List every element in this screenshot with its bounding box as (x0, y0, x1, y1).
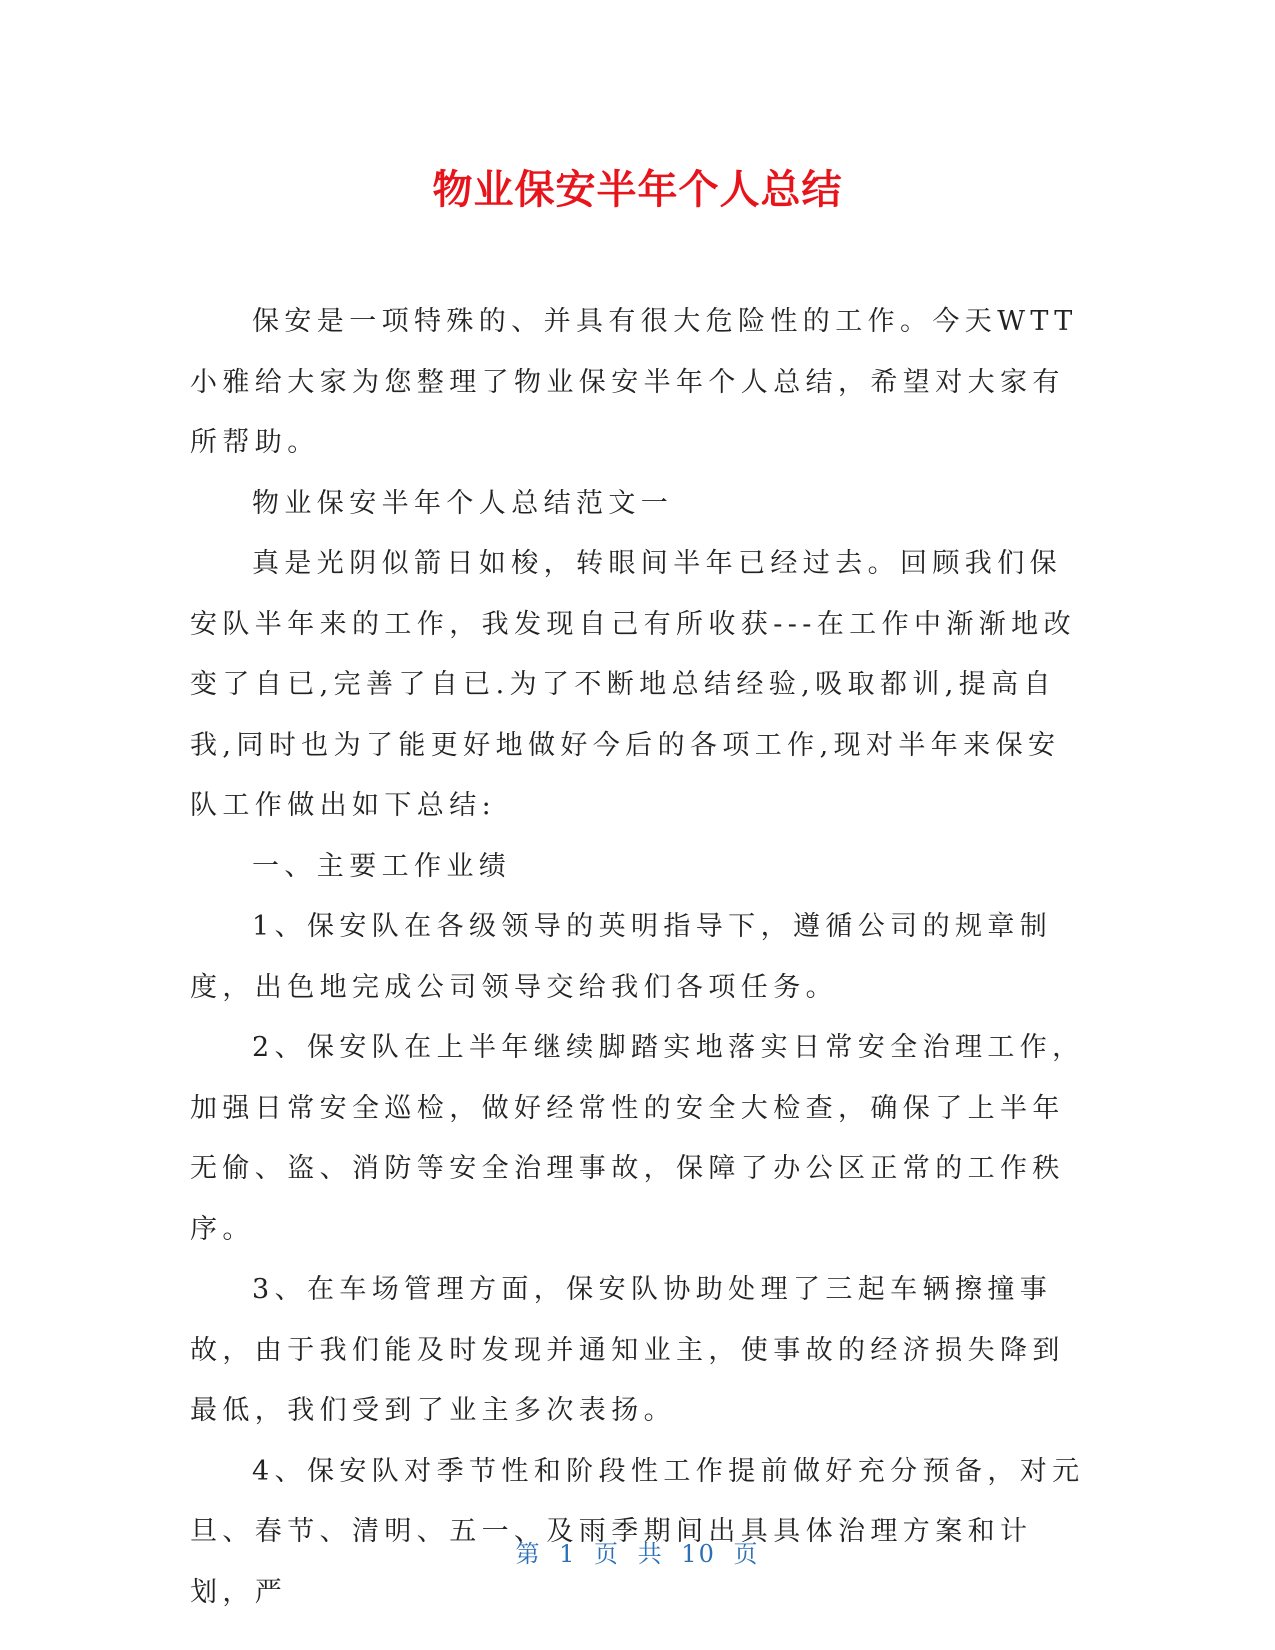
page-number-footer: 第 1 页 共 10 页 (515, 1540, 760, 1568)
document-body (190, 292, 1085, 1623)
paragraph-heading-sample-one: 物业保安半年个人总结范文一 (252, 487, 674, 519)
paragraph-item-3: 3、在车场管理方面，保安队协助处理了三起车辆擦撞事故，由于我们能及时发现并通知业主，使事故的经济损失降到最低，我们受到了业主多次表扬。 (190, 1274, 1065, 1426)
paragraph-item-2: 2、保安队在上半年继续脚踏实地落实日常安全治理工作，加强日常安全巡检，做好经常性的安全大检查，确保了上半年无偷、盗、消防等安全治理事故，保障了办公区正常的工作秩序。 (190, 1032, 1085, 1245)
paragraph-item-1: 1、保安队在各级领导的英明指导下，遵循公司的规章制度，出色地完成公司领导交给我们各项任务。 (190, 911, 1053, 1003)
paragraph-item-4: 4、保安队对季节性和阶段性工作提前做好充分预备，对元旦、春节、清明、五一、及雨季期间出具具体治理方案和计划，严 (190, 1455, 1085, 1608)
paragraph-section-heading: 一、主要工作业绩 (252, 850, 512, 882)
paragraph-review: 真是光阴似箭日如梭，转眼间半年已经过去。回顾我们保安队半年来的工作，我发现自己有所收获---在工作中渐渐地改变了自已,完善了自已.为了不断地总结经验,吸取都训,提高自我,同时也为了能更好地做好今后的各项工作,现对半年来保安队工作做出如下总结: (190, 548, 1076, 821)
paragraph-intro: 保安是一项特殊的、并具有很大危险性的工作。今天WTT小雅给大家为您整理了物业保安半年个人总结，希望对大家有所帮助。 (190, 306, 1078, 458)
document-title: 物业保安半年个人总结 (432, 167, 843, 213)
